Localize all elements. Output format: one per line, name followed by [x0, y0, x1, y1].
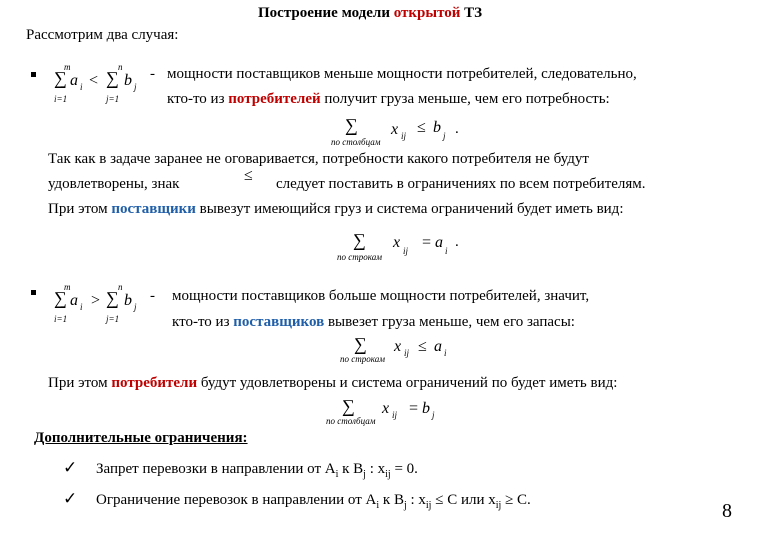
eq1-formula: ∑ по строкам x ij = a i . — [337, 230, 459, 262]
extra-item-1: Запрет перевозки в направлении от $A_i$ к $B_j$ : $x_{ij} = 0$. — [96, 461, 418, 480]
case1-line2: кто-то из потребителей получит груза меньше, чем его потребность: — [167, 91, 610, 107]
page-title — [258, 5, 482, 22]
dash: - — [150, 288, 155, 304]
bullet-square-icon — [31, 72, 36, 77]
sum-symbol: ∑ — [54, 288, 67, 308]
checkmark-icon: ✓ — [63, 489, 78, 508]
case1-inequality: ∑ по столбцам x ij ≤ b j . — [331, 115, 459, 147]
sum-symbol: ∑ — [342, 396, 355, 416]
case2-inequality: ∑ по строкам x ij ≤ a i — [340, 334, 447, 364]
para1-line3: При этом поставщики вывезут имеющийся груз и система ограничений будет иметь вид: — [48, 201, 624, 217]
leq-sign: ≤ — [244, 167, 253, 184]
para2-line: При этом потребители будут удовлетворены и система ограничений по будет иметь вид: — [48, 375, 618, 391]
sum-symbol: ∑ — [106, 288, 119, 308]
title-suffix: ТЗ — [460, 5, 483, 21]
extra-item-2: Ограничение перевозок в направлении от $A_i$ к $B_j$ : $x_{ij} \le C$ или $x_{ij} \ge C$. — [96, 492, 531, 511]
highlight-consumers: потребителей — [228, 91, 321, 107]
dash: - — [150, 66, 155, 82]
eq2-formula: ∑ по столбцам x ij = b j — [326, 396, 435, 426]
page-number: 8 — [722, 500, 732, 522]
highlight-consumers: потребители — [111, 375, 198, 391]
extra-heading: Дополнительные ограничения: — [34, 430, 248, 446]
para1-line2-post: следует поставить в ограничениях по всем потребителям. — [276, 176, 646, 192]
sum-symbol: ∑ — [54, 68, 67, 88]
sum-symbol: ∑ — [106, 68, 119, 88]
case2-line1: мощности поставщиков больше мощности потребителей, значит, — [172, 288, 590, 304]
sum-symbol: ∑ — [353, 230, 366, 250]
case1-condition-formula: m ∑ a i i=1 < n ∑ b j j=1 — [54, 62, 137, 104]
case2-line2: кто-то из поставщиков вывезет груза меньше, чем его запасы: — [172, 314, 575, 330]
highlight-suppliers: поставщиков — [233, 314, 325, 330]
sum-symbol: ∑ — [345, 115, 358, 135]
para1-line2-pre: удовлетворены, знак — [48, 176, 180, 192]
para1-line1: Так как в задаче заранее не оговаривается, потребности какого потребителя не будут — [48, 151, 589, 167]
title-text: Построение модели — [258, 5, 394, 21]
case2-condition-formula: m ∑ a i i=1 > n ∑ b j j=1 — [54, 282, 137, 324]
intro-text: Рассмотрим два случая: — [26, 27, 179, 43]
case1-line1: мощности поставщиков меньше мощности потребителей, следовательно, — [167, 66, 637, 82]
bullet-square-icon — [31, 290, 36, 295]
title-highlight: открытой — [393, 5, 461, 21]
highlight-suppliers: поставщики — [111, 201, 196, 217]
checkmark-icon: ✓ — [63, 458, 78, 477]
sum-symbol: ∑ — [354, 334, 367, 354]
